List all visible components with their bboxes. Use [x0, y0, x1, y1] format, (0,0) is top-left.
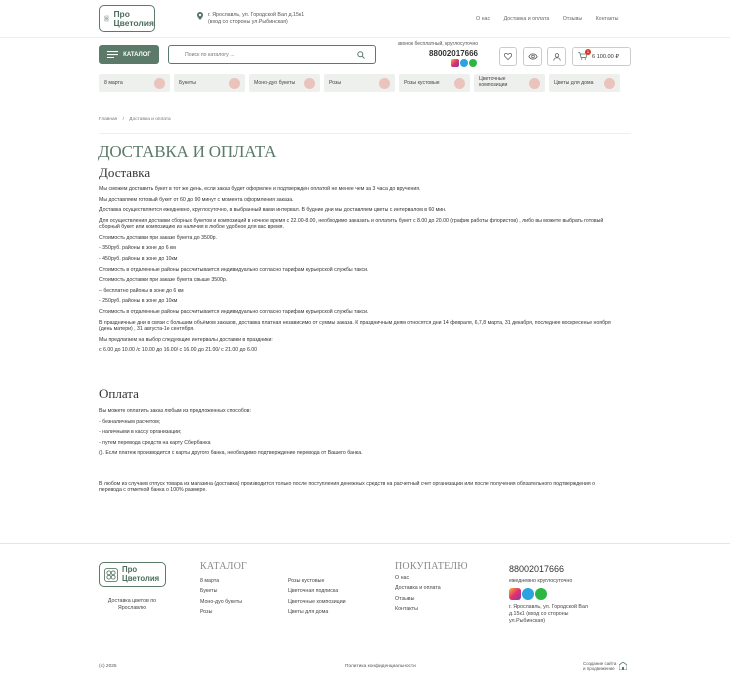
payment-note [99, 481, 599, 498]
call-note: звонок бесплатный, круглосуточно [397, 41, 478, 47]
delivery-heading: Доставка [99, 165, 151, 180]
nav-contacts[interactable]: Контакты [595, 16, 619, 22]
breadcrumb-divider [99, 133, 631, 134]
breadcrumb-current: Доставка и оплата [129, 117, 171, 122]
flower-icon [154, 78, 165, 89]
telegram-icon[interactable] [460, 59, 468, 67]
footer-link[interactable]: Букеты [200, 588, 218, 595]
payment-paragraph: - наличными в кассу организации; [99, 429, 182, 436]
payment-paragraph: (). Если платеж производится с карты другого банка, необходимо подтверждение перевода от Вашего банка. [99, 450, 363, 457]
developer-credit[interactable] [583, 661, 627, 672]
category-label: Букеты [179, 80, 197, 86]
catalog-button-label: КАТАЛОГ [123, 51, 151, 58]
payment-note-text: В любом из случаев отпуск товара из магазина (доставка) производится только после поступления денежных средств на расчетный счет организации или после получения обязательного подтверждения о перевода с отметкой банка о 100% размере. [99, 481, 596, 494]
category-item[interactable] [174, 74, 245, 92]
user-icon [553, 53, 561, 61]
cart-button[interactable] [572, 47, 631, 66]
delivery-paragraph: Стоимость доставки при заказе букета до 3500р. [99, 234, 217, 241]
delivery-paragraph: Мы доставляем готовый букет от 60 до 90 минут с момента оформления заказа. [99, 196, 294, 203]
footer-link[interactable]: Доставка и оплата [395, 585, 441, 592]
logo-flower-icon [104, 568, 118, 582]
footer-link[interactable]: Розы [200, 608, 213, 615]
flower-icon [304, 78, 315, 89]
footer-phone[interactable]: 88002017666 [509, 564, 565, 574]
category-item[interactable] [549, 74, 620, 92]
nav-delivery[interactable]: Доставка и оплата [503, 16, 550, 22]
category-bar [99, 74, 620, 92]
delivery-paragraph: - 450руб. районы в зоне до 10км [99, 255, 178, 262]
breadcrumb-home[interactable]: Главная [99, 117, 118, 122]
logo-flower-icon [104, 11, 109, 26]
category-item[interactable] [399, 74, 470, 92]
logo-text [113, 10, 154, 28]
category-label: Цветочные композиции [479, 76, 508, 88]
page-title: ДОСТАВКА И ОПЛАТА [98, 142, 277, 161]
logo-line2: Цветолия [122, 573, 160, 583]
logo-line1: Про [122, 565, 138, 575]
address-line2: (вход со стороны ул.Рыбинская) [208, 18, 288, 25]
menu-icon [107, 51, 118, 58]
cart-total: 6 100.00 ₽ [592, 53, 619, 60]
payment-text [99, 408, 619, 461]
footer-catalog-col1 [200, 578, 242, 619]
telegram-icon[interactable] [522, 588, 534, 600]
payment-heading: Оплата [99, 386, 139, 401]
delivery-paragraph: Стоимость в отдаленные районы рассчитывается индивидуально согласно тарифам курьерской службы такси. [99, 266, 369, 273]
footer-link[interactable]: Контакты [395, 605, 418, 612]
rose-icon [454, 78, 465, 89]
bouquet-icon [229, 78, 240, 89]
footer-social [509, 588, 548, 602]
delivery-paragraph: Для осуществления доставки сборных букетов и композиций в ночное время с 22.00-8.00, необходимо заказать и оплатить букет с 8.00 до 20.00 (график работы флористов) , либо вы можете выбрать готовый сборный букет или композицию из наличия в любое удобное для вас время. [99, 217, 604, 231]
cart-icon-wrap [578, 49, 590, 62]
category-label: Розы кустовые [404, 80, 440, 86]
delivery-paragraph: Мы предлагаем на выбор следующие интервалы доставки в праздники: [99, 336, 273, 343]
category-label: 8 марта [104, 80, 123, 86]
footer-logo[interactable] [99, 562, 166, 587]
instagram-icon[interactable] [509, 588, 521, 600]
header-phone[interactable]: 88002017666 [429, 49, 478, 58]
favorites-button[interactable] [499, 47, 517, 66]
delivery-paragraph: Стоимость доставки при заказе букета свыше 3500р. [99, 277, 228, 284]
developer-logo-icon [619, 662, 627, 670]
breadcrumb [99, 117, 171, 122]
instagram-icon[interactable] [451, 59, 459, 67]
footer-buyers-list [395, 575, 441, 616]
search-input[interactable] [185, 52, 335, 58]
header-address [197, 12, 304, 25]
delivery-paragraph: - 250руб. районы в зоне до 10км [99, 298, 178, 305]
delivery-paragraph: Стоимость в отдаленные районы рассчитывается индивидуально согласно тарифам курьерской службы такси. [99, 308, 369, 315]
logo-line2: Цветолия [113, 17, 154, 28]
nav-about[interactable]: О нас [476, 16, 491, 22]
eye-icon [528, 53, 538, 60]
search-icon[interactable] [357, 51, 365, 59]
footer-link[interactable]: Розы кустовые [288, 578, 325, 584]
logo-line1: Про [113, 8, 130, 19]
footer-hours: ежедневно круглосуточно [509, 578, 573, 584]
header-divider [0, 37, 730, 38]
footer-link[interactable]: 8 марта [200, 578, 220, 584]
delivery-paragraph: с 6.00 до 10.00 /с 10.00 до 16.00/ с 16.00 до 21.00/ с 21.00 до 6.00 [99, 347, 258, 354]
footer-link[interactable]: Отзывы [395, 595, 415, 602]
cart-badge: 1 [586, 49, 590, 54]
payment-paragraph: - путем перевода средств на карту Сбербанка [99, 439, 211, 446]
copyright: (c) 2025 [99, 664, 117, 669]
catalog-button[interactable] [99, 45, 159, 64]
footer-tagline: Доставка цветов по Ярославлю [107, 598, 157, 611]
privacy-link[interactable]: Политика конфиденциальности [345, 664, 416, 669]
footer-divider [0, 543, 730, 544]
location-pin-icon [197, 12, 203, 20]
payment-paragraph: - безналичным расчетом; [99, 418, 161, 425]
whatsapp-icon[interactable] [535, 588, 547, 600]
address-line1: г. Ярославль, ул. Городской Вал д.15к1 [208, 12, 305, 18]
footer-logo-text [122, 566, 159, 582]
plant-icon [604, 78, 615, 89]
footer-link[interactable]: Цветочная подписка [288, 588, 339, 595]
footer-link[interactable]: Моно-дуо букеты [200, 598, 243, 605]
delivery-paragraph: – бесплатно районы в зоне до 6 км [99, 287, 184, 294]
footer-address: г. Ярославль, ул. Городской Вал д.15к1 (вход со стороны ул.Рыбинская) [509, 604, 588, 624]
account-button[interactable] [547, 47, 566, 66]
top-nav [476, 16, 618, 22]
whatsapp-icon[interactable] [469, 59, 477, 67]
category-item[interactable] [324, 74, 395, 92]
footer-catalog-col2 [288, 578, 346, 619]
header-contacts [388, 41, 478, 69]
rose-icon [379, 78, 390, 89]
delivery-paragraph: Мы сможем доставить букет в тот же день, если заказ будет оформлен и подтвержден оплатой не менее чем за 3 часа до вручения. [99, 186, 421, 192]
composition-icon [529, 78, 540, 89]
footer-link[interactable]: О нас [395, 575, 410, 581]
delivery-paragraph: - 350руб. районы в зоне до 6 км [99, 245, 176, 252]
category-item[interactable] [99, 74, 170, 92]
category-label: Моно-дуо букеты [254, 80, 296, 86]
search-box [168, 45, 376, 64]
category-label: Розы [329, 80, 342, 86]
dev-line2: и продвижение [583, 666, 615, 672]
category-item[interactable] [474, 74, 545, 92]
heart-icon [504, 53, 512, 60]
delivery-paragraph: В праздничные дни в связи с большим объёмом заказов, доставка платная независимо от суммы заказа. К праздничным дням относятся дни 14 февраля, 6,7,8 марта, 31 декабря, последнее воскресенье ноября (день матери) , 31 августа-1е сентября. [99, 319, 611, 332]
logo[interactable] [99, 5, 155, 32]
delivery-paragraph: Доставка осуществляется ежедневно, круглосуточно, в выбранный вами интервал. В будние дни мы доставляем цветы с интервалом в 60 мин. [99, 207, 447, 214]
viewed-button[interactable] [523, 47, 542, 66]
footer-buyers-title: ПОКУПАТЕЛЮ [395, 561, 468, 572]
category-item[interactable] [249, 74, 320, 92]
nav-reviews[interactable]: Отзывы [562, 16, 583, 22]
category-label: Цветы для дома [554, 80, 594, 86]
footer-link[interactable]: Цветы для дома [288, 608, 329, 615]
footer-catalog-title: КАТАЛОГ [200, 561, 248, 572]
footer-link[interactable]: Цветочные композиции [288, 598, 346, 605]
delivery-text [99, 186, 619, 358]
breadcrumb-separator: / [122, 117, 124, 122]
payment-paragraph: Вы можете оплатить заказ любым из предложенных способов: [99, 408, 251, 414]
dev-line1: Создание сайта [583, 661, 617, 666]
